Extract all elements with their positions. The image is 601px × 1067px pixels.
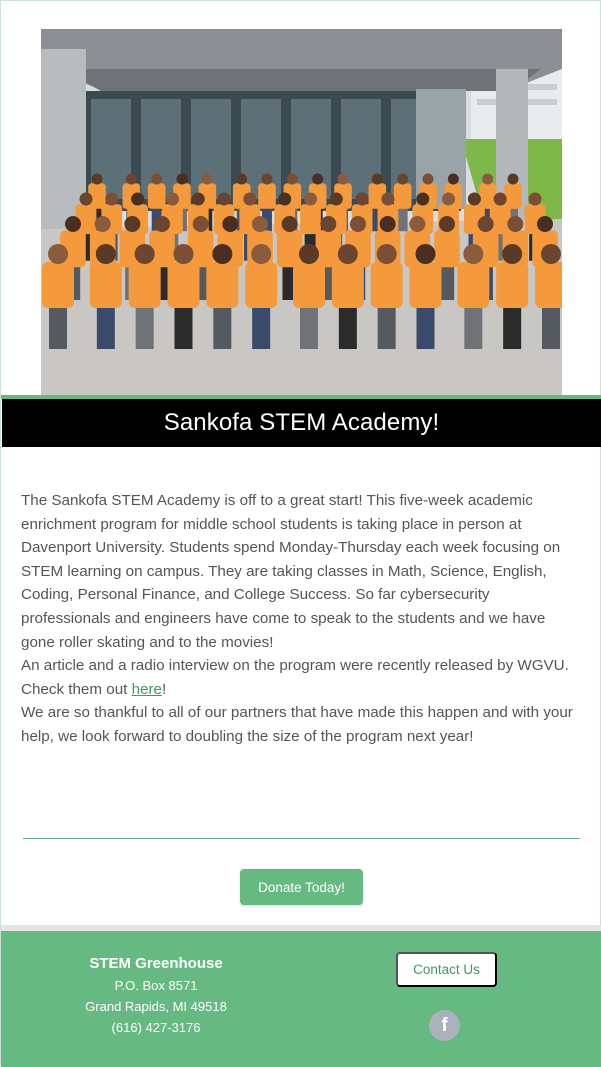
- paragraph-thanks: We are so thankful to all of our partners that have made this happen and with your help, we look forward to doubling the size of the program next year!: [21, 704, 573, 745]
- footer: [1, 931, 601, 1067]
- phone-number: (616) 427-3176: [111, 1020, 201, 1035]
- article-body: [21, 489, 583, 749]
- paragraph-article-end: !: [162, 680, 167, 698]
- paragraph-article-text: An article and a radio interview on the program were recently released by WGVU. Check them out: [21, 657, 569, 698]
- group-photo-icon: [41, 29, 562, 395]
- footer-address: [56, 953, 256, 1038]
- org-name: STEM Greenhouse: [89, 955, 223, 972]
- paragraph-article: [21, 654, 583, 701]
- facebook-icon[interactable]: f: [429, 1010, 460, 1041]
- page-title: Sankofa STEM Academy!: [163, 409, 440, 436]
- contact-us-button[interactable]: Contact Us: [396, 952, 497, 987]
- address-line-2: Grand Rapids, MI 49518: [85, 999, 227, 1014]
- address-line-1: P.O. Box 8571: [114, 978, 198, 993]
- title-band: [2, 399, 601, 447]
- paragraph-intro: The Sankofa STEM Academy is off to a great start! This five-week academic enrichment program for middle school students is taking place in person at Davenport University. Students spend Monday-Thursday each week focusing on STEM learning on campus. They are taking classes in Math, Science, English, Coding, Personal Finance, and College Success. So far cybersecurity professionals and engineers have come to speak to the students and we have gone roller skating and to the movies!: [21, 492, 561, 651]
- here-link[interactable]: here: [131, 680, 162, 698]
- hero-photo: [41, 29, 562, 395]
- donate-button[interactable]: Donate Today!: [240, 869, 363, 905]
- divider: [23, 838, 580, 839]
